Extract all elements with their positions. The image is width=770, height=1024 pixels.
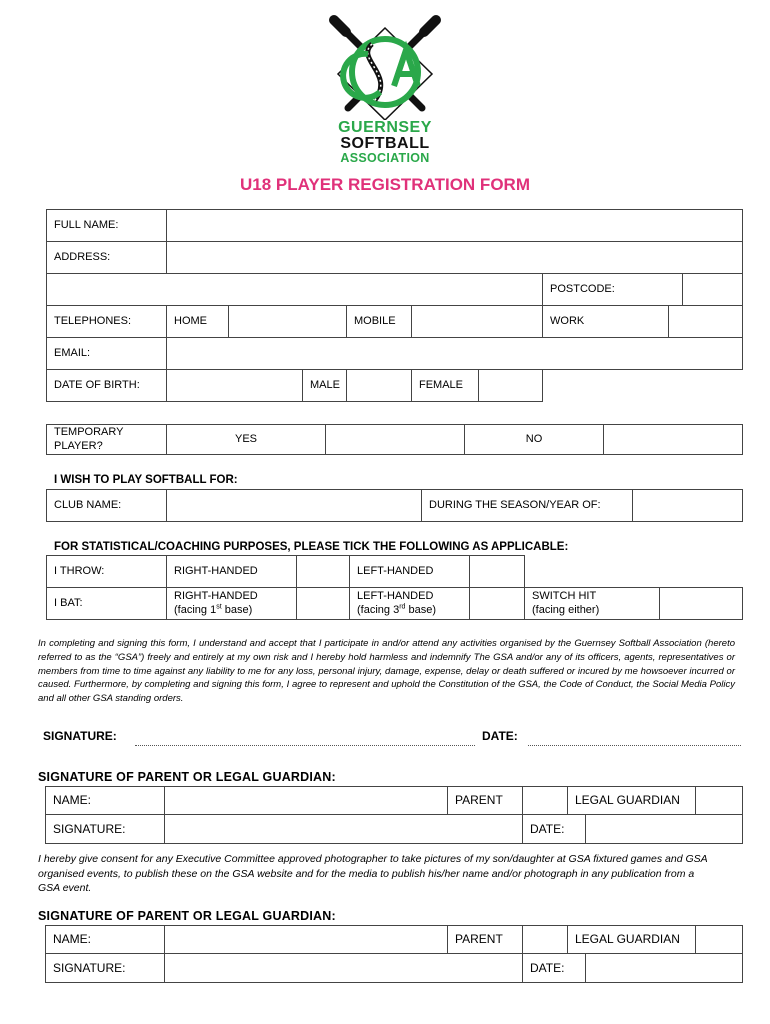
full-name-label: FULL NAME: [47,210,167,242]
bat-left-facing-pre: (facing 3 [357,603,400,616]
parent-label: PARENT [448,926,523,954]
address-line-2-field[interactable] [47,274,543,306]
bat-left-checkbox[interactable] [470,588,525,620]
bat-switch-checkbox[interactable] [660,588,743,620]
club-heading: I WISH TO PLAY SOFTBALL FOR: [54,474,238,486]
home-phone-field[interactable] [229,306,347,338]
club-name-field[interactable] [167,490,422,522]
parent-label: PARENT [448,787,523,815]
guardian-heading-1: SIGNATURE OF PARENT OR LEGAL GUARDIAN: [38,770,336,784]
bat-left-label [350,588,470,620]
male-label: MALE [303,370,347,402]
guardian-signature-field[interactable] [165,815,523,844]
male-checkbox[interactable] [347,370,412,402]
parent-checkbox[interactable] [523,787,568,815]
logo-text-guernsey: GUERNSEY [338,119,432,136]
address-label: ADDRESS: [47,242,167,274]
throw-left-checkbox[interactable] [470,556,525,588]
date-label: DATE: [482,729,518,743]
bat-label: I BAT: [47,588,167,620]
temporary-player-label: TEMPORARY PLAYER? [47,425,167,455]
legal-guardian-checkbox[interactable] [696,926,743,954]
mobile-phone-field[interactable] [412,306,543,338]
home-label: HOME [167,306,229,338]
guardian-date-label: DATE: [523,954,586,983]
player-details-table [46,209,743,402]
bat-right-facing-post: base) [221,603,253,616]
email-field[interactable] [167,338,743,370]
throw-right-checkbox[interactable] [297,556,350,588]
club-name-label: CLUB NAME: [47,490,167,522]
stats-table [46,555,743,620]
throw-label: I THROW: [47,556,167,588]
work-phone-field[interactable] [669,306,743,338]
female-label: FEMALE [412,370,479,402]
parent-checkbox[interactable] [523,926,568,954]
dob-label: DATE OF BIRTH: [47,370,167,402]
no-label: NO [465,425,604,455]
empty-cell [543,370,743,402]
yes-checkbox[interactable] [326,425,465,455]
gsa-crossed-bats-icon [320,14,450,120]
season-label: DURING THE SEASON/YEAR OF: [422,490,633,522]
season-field[interactable] [633,490,743,522]
bat-switch-label [525,588,660,620]
legal-guardian-label: LEGAL GUARDIAN [568,787,696,815]
stats-heading: FOR STATISTICAL/COACHING PURPOSES, PLEASE TICK THE FOLLOWING AS APPLICABLE: [54,541,569,553]
signature-label: SIGNATURE: [43,729,117,743]
postcode-field[interactable] [683,274,743,306]
guardian-table-1 [45,786,743,844]
bat-right-checkbox[interactable] [297,588,350,620]
bat-left-facing-sup: rd [399,602,406,610]
guardian-date-field[interactable] [586,954,743,983]
guardian-name-field[interactable] [165,926,448,954]
guardian-signature-label: SIGNATURE: [46,954,165,983]
address-field[interactable] [167,242,743,274]
yes-label: YES [167,425,326,455]
guardian-date-field[interactable] [586,815,743,844]
club-table [46,489,743,522]
bat-right-facing-pre: (facing 1 [174,603,217,616]
throw-right-label: RIGHT-HANDED [167,556,297,588]
photo-consent-text: I hereby give consent for any Executive Committee approved photographer to take pictures of my son/daughter at GSA fixtured games and GSA organised events, to publish these on the GSA website and for the media to publish his/her name and/or photograph in any publication from a GSA event. [38,853,708,895]
email-label: EMAIL: [47,338,167,370]
throw-left-label: LEFT-HANDED [350,556,470,588]
gsa-logo [320,14,450,164]
bat-left-text: LEFT-HANDED [357,589,434,602]
legal-guardian-label: LEGAL GUARDIAN [568,926,696,954]
dob-field[interactable] [167,370,303,402]
mobile-label: MOBILE [347,306,412,338]
page-title: U18 PLAYER REGISTRATION FORM [240,175,530,194]
date-line[interactable] [528,745,741,746]
work-label: WORK [543,306,669,338]
bat-right-label [167,588,297,620]
guardian-name-label: NAME: [46,787,165,815]
female-checkbox[interactable] [479,370,543,402]
empty-cell [525,556,743,588]
temporary-player-table [46,424,743,455]
no-checkbox[interactable] [604,425,743,455]
guardian-signature-label: SIGNATURE: [46,815,165,844]
guardian-signature-field[interactable] [165,954,523,983]
logo-text-association: ASSOCIATION [340,151,430,165]
legal-guardian-checkbox[interactable] [696,787,743,815]
telephones-label: TELEPHONES: [47,306,167,338]
facing-either-text: (facing either) [532,603,600,616]
guardian-name-field[interactable] [165,787,448,815]
full-name-field[interactable] [167,210,743,242]
guardian-name-label: NAME: [46,926,165,954]
postcode-label: POSTCODE: [543,274,683,306]
guardian-table-2 [45,925,743,983]
bat-right-facing-sup: st [216,602,222,610]
switch-hit-text: SWITCH HIT [532,589,597,602]
declaration-text: In completing and signing this form, I understand and accept that I participate in and/or attend any activities organised by the Guernsey Softball Association (hereto referred to as the “GSA”) freely and entirely at my own risk and I hereby hold harmless and indemnify The GSA and/or any of its officers, agents, representatives or members from time to time against any liability to me for any loss, personal injury, damage, expense, delay or death suffered or incured by me howsoever incurred or caused. Furthermore, by completing and signing this form, I agree to represent and uphold the Constitution of the GSA, the Code of Conduct, the Social Media Policy and all other GSA standing orders. [38,638,735,705]
guardian-heading-2: SIGNATURE OF PARENT OR LEGAL GUARDIAN: [38,909,336,923]
bat-right-text: RIGHT-HANDED [174,589,258,602]
bat-left-facing-post: base) [405,603,437,616]
guardian-date-label: DATE: [523,815,586,844]
logo-text-softball: SOFTBALL [340,135,430,152]
signature-line[interactable] [135,745,475,746]
